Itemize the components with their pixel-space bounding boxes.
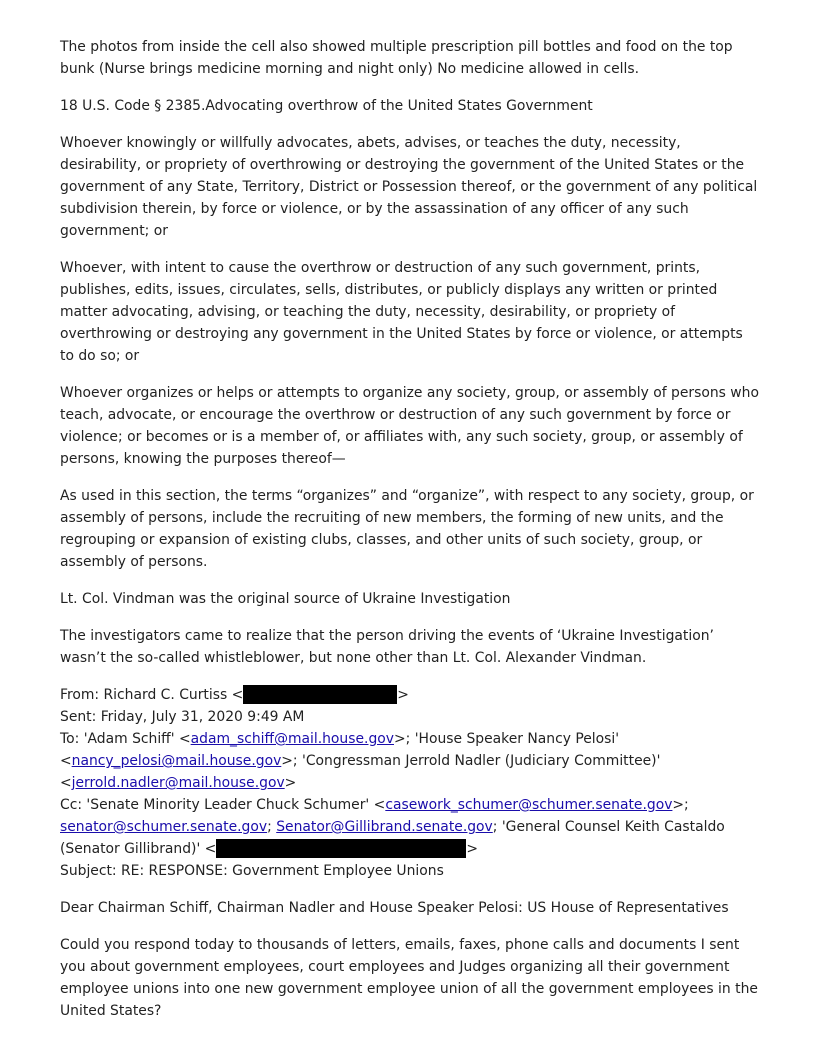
- email-header: [60, 684, 760, 882]
- email-link-jerrold-nadler[interactable]: jerrold.nadler@mail.house.gov: [71, 775, 285, 791]
- redacted-email-from: [243, 685, 397, 704]
- email-cc-sep-2: ;: [267, 819, 277, 835]
- paragraph-vindman-heading: Lt. Col. Vindman was the original source of Ukraine Investigation: [60, 591, 511, 607]
- email-to-close: >: [284, 775, 297, 791]
- email-subject-line: Subject: RE: RESPONSE: Government Employee Unions: [60, 863, 444, 879]
- email-link-senator-gillibrand[interactable]: Senator@Gillibrand.senate.gov: [276, 819, 493, 835]
- email-link-adam-schiff[interactable]: adam_schiff@mail.house.gov: [190, 731, 394, 747]
- paragraph-code-definition: As used in this section, the terms “organizes” and “organize”, with respect to any society, group, or assembly of persons, include the recruiting of new members, the forming of new units, and the regrouping or expansion of existing clubs, classes, and other units of such society, group, or assembly of persons.: [60, 488, 754, 570]
- email-cc-close: >: [466, 841, 478, 857]
- paragraph-vindman-body: The investigators came to realize that the person driving the events of ‘Ukraine Investigation’ wasn’t the so-called whistleblower, but none other than Lt. Col. Alexander Vindman.: [60, 628, 714, 666]
- paragraph-salutation: Dear Chairman Schiff, Chairman Nadler and House Speaker Pelosi: US House of Representatives: [60, 900, 729, 916]
- email-to-sep-1: >; 'House Speaker Nancy Pelosi' <: [60, 731, 620, 769]
- email-link-casework-schumer[interactable]: casework_schumer@schumer.senate.gov: [385, 797, 673, 813]
- email-cc-line: [60, 794, 760, 860]
- email-cc-label: Cc: 'Senate Minority Leader Chuck Schumer' <: [60, 797, 386, 813]
- email-from-line: [60, 684, 760, 706]
- paragraph-request: Could you respond today to thousands of letters, emails, faxes, phone calls and documents I sent you about government employees, court employees and Judges organizing all their government employee unions into one new government employee union of all the government employees in the United States?: [60, 937, 758, 1019]
- email-from-close: >: [397, 687, 409, 703]
- paragraph-code-clause-3: Whoever organizes or helps or attempts to organize any society, group, or assembly of persons who teach, advocate, or encourage the overthrow or destruction of any such government by force or violence; or becomes or is a member of, or affiliates with, any such society, group, or assembly of persons, knowing the purposes thereof—: [60, 385, 759, 467]
- paragraph-code-clause-1: Whoever knowingly or willfully advocates, abets, advises, or teaches the duty, necessity, desirability, or propriety of overthrowing or destroying the government of the United States or the government of any State, Territory, District or Possession thereof, or the government of any political subdivision therein, by force or violence, or by the assassination of any officer of any such government; or: [60, 135, 758, 239]
- document-page: [60, 36, 760, 1037]
- redacted-email-castaldo: [216, 839, 466, 858]
- paragraph-cell-photos: The photos from inside the cell also showed multiple prescription pill bottles and food on the top bunk (Nurse brings medicine morning and night only) No medicine allowed in cells.: [60, 39, 733, 77]
- email-link-senator-schumer[interactable]: senator@schumer.senate.gov: [60, 819, 268, 835]
- email-link-nancy-pelosi[interactable]: nancy_pelosi@mail.house.gov: [71, 753, 282, 769]
- paragraph-us-code-title: 18 U.S. Code § 2385.Advocating overthrow of the United States Government: [60, 98, 593, 114]
- email-to-line: [60, 728, 760, 794]
- email-to-label: To: 'Adam Schiff' <: [60, 731, 191, 747]
- email-sent-line: Sent: Friday, July 31, 2020 9:49 AM: [60, 709, 305, 725]
- email-cc-sep-3: ; 'General Counsel Keith Castaldo (Senator Gillibrand)' <: [60, 819, 725, 857]
- email-from-label: From: Richard C. Curtiss <: [60, 687, 244, 703]
- email-cc-sep-1: >;: [672, 797, 689, 813]
- email-to-sep-2: >; 'Congressman Jerrold Nadler (Judiciary Committee)' <: [60, 753, 661, 791]
- paragraph-code-clause-2: Whoever, with intent to cause the overthrow or destruction of any such government, prints, publishes, edits, issues, circulates, sells, distributes, or publicly displays any written or printed matter advocating, advising, or teaching the duty, necessity, desirability, or propriety of overthrowing or destroying any government in the United States by force or violence, or attempts to do so; or: [60, 260, 743, 364]
